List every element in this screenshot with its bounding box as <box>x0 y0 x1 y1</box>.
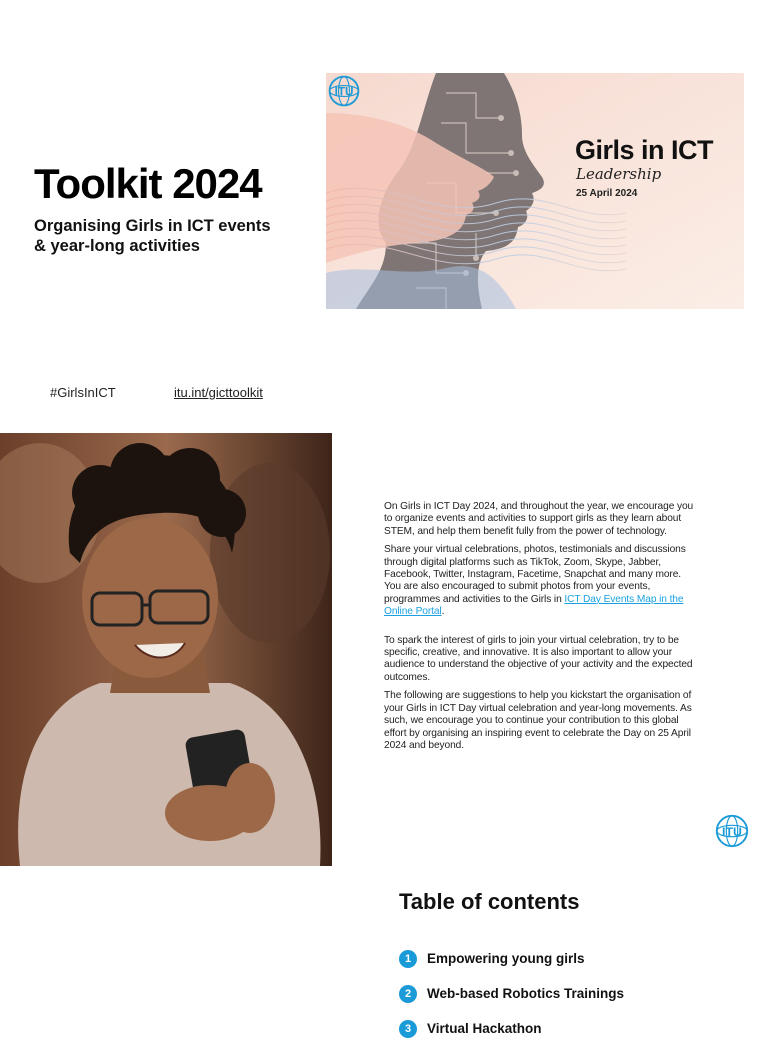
cover-subtitle-line-1: Organising Girls in ICT events <box>34 217 271 235</box>
events-map-link[interactable]: ICT Day Events Map in the Online Portal <box>384 593 684 618</box>
cover-subtitle-line-2: & year-long activities <box>34 237 200 255</box>
toc-number-badge: 2 <box>399 985 417 1003</box>
toolkit-link[interactable]: itu.int/gicttoolkit <box>174 385 263 400</box>
banner-artwork <box>326 73 744 309</box>
svg-text:ITU: ITU <box>334 85 354 99</box>
itu-logo-icon <box>326 73 362 109</box>
toc-item-robotics-trainings[interactable] <box>399 976 624 1011</box>
cover-title: Toolkit 2024 <box>34 160 262 207</box>
toc-list <box>399 941 624 1046</box>
girls-in-ict-banner <box>326 73 744 309</box>
toc-item-label: Empowering young girls <box>427 951 585 966</box>
woman-smartphone-photo <box>0 433 332 866</box>
svg-text:ITU: ITU <box>722 824 742 839</box>
intro-text <box>384 501 700 758</box>
toc-item-empowering-young-girls[interactable] <box>399 941 624 976</box>
banner-title: Girls in ICT <box>575 135 714 165</box>
toc-item-label: Web-based Robotics Trainings <box>427 986 625 1001</box>
intro-paragraph-4: The following are suggestions to help you kickstart the organisation of your Girls in ICT Day virtual celebration and year-long movements. As such, we encourage you to continue your contribution to this global effort by organising an inspiring event to celebrate the Day on 25 April 2024 and beyond. <box>384 690 692 751</box>
toc-number-badge: 1 <box>399 950 417 968</box>
cover-subtitle <box>34 216 271 256</box>
toc-title: Table of contents <box>399 889 580 914</box>
toc-item-virtual-hackathon[interactable] <box>399 1011 624 1046</box>
hashtag: #GirlsInICT <box>50 385 116 400</box>
intro-paragraph-1: On Girls in ICT Day 2024, and throughout the year, we encourage you to organize events and activities to support girls as they learn about STEM, and help them benefit fully from the power of technology. <box>384 501 694 537</box>
toc-item-label: Virtual Hackathon <box>427 1021 542 1036</box>
intro-paragraph-2: Share your virtual celebrations, photos, testimonials and discussions through digital platforms such as TikTok, Zoom, Skype, Jabber, Facebook, Twitter, Instagram, Facetime, Snapchat and many more. You are also encouraged to submit photos from your events, programmes and activities to the Girls in ICT Day Events Map in the Online Portal. <box>384 544 686 618</box>
banner-date: 25 April 2024 <box>576 188 638 199</box>
banner-tagline: Leadership <box>576 165 662 183</box>
itu-logo-icon <box>713 812 751 850</box>
toc-number-badge: 3 <box>399 1020 417 1038</box>
intro-paragraph-3: To spark the interest of girls to join your virtual celebration, try to be specific, creative, and innovative. It is also important to allow your audience to understand the objective of your activity and the expected outcomes. <box>384 634 693 683</box>
